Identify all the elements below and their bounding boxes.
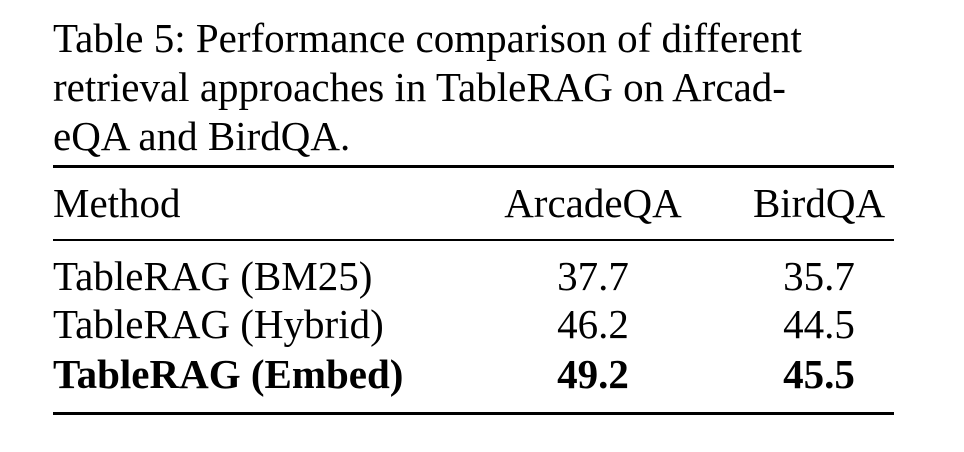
birdqa-cell: 45.5 xyxy=(783,351,855,397)
header-method: Method xyxy=(53,180,181,226)
birdqa-cell: 35.7 xyxy=(783,253,855,299)
table-header-rule xyxy=(53,239,894,241)
table-row xyxy=(53,252,894,300)
caption-line: eQA and BirdQA. xyxy=(53,113,351,159)
method-cell: TableRAG (Hybrid) xyxy=(53,301,384,347)
arcadeqa-cell: 49.2 xyxy=(557,351,629,397)
table-row-best xyxy=(53,350,894,398)
caption-line: retrieval approaches in TableRAG on Arcad- xyxy=(53,64,786,110)
header-arcadeqa: ArcadeQA xyxy=(504,180,682,226)
birdqa-cell: 44.5 xyxy=(783,301,855,347)
arcadeqa-cell: 37.7 xyxy=(557,253,629,299)
table-header-row xyxy=(53,179,894,227)
table-bottom-rule xyxy=(53,412,894,415)
method-cell: TableRAG (BM25) xyxy=(53,253,373,299)
method-cell: TableRAG (Embed) xyxy=(53,351,404,397)
arcadeqa-cell: 46.2 xyxy=(557,301,629,347)
table-caption xyxy=(53,14,913,161)
table-top-rule xyxy=(53,165,894,168)
header-birdqa: BirdQA xyxy=(752,180,886,226)
caption-line: Table 5: Performance comparison of different xyxy=(53,15,802,61)
table-row xyxy=(53,300,894,348)
